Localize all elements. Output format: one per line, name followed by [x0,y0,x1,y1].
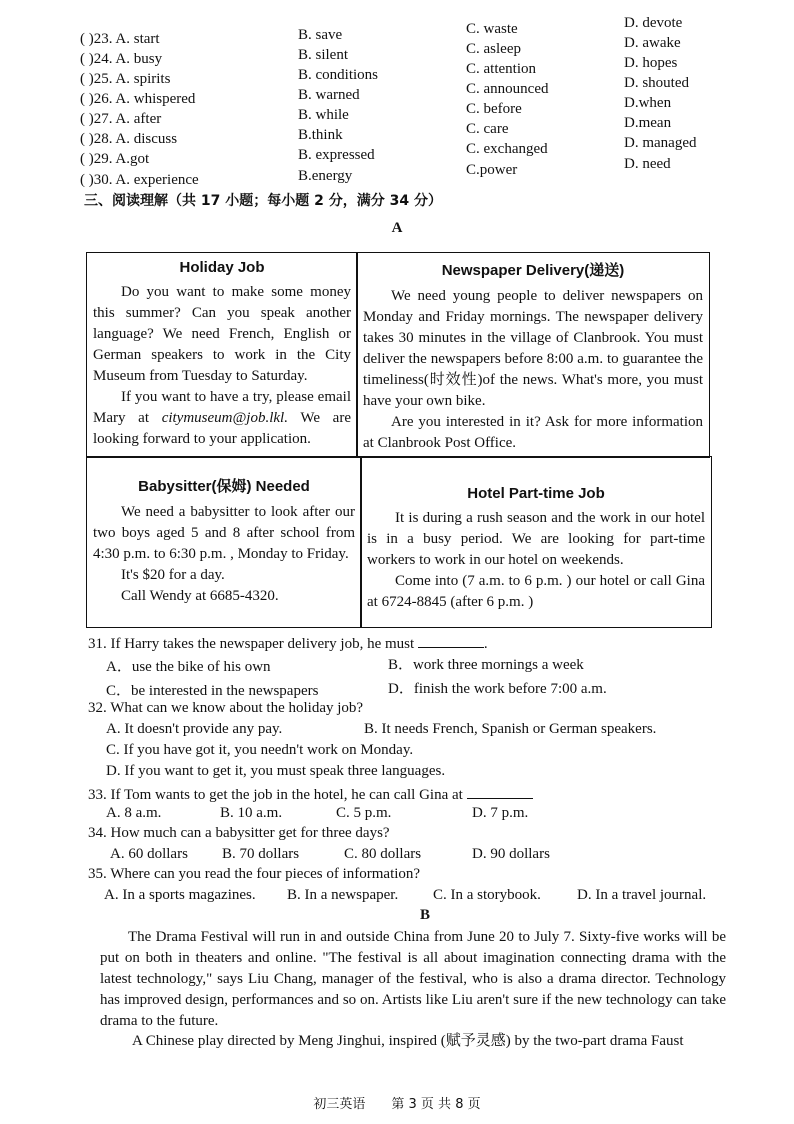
option: C．be interested in the newspapers [106,683,319,699]
option: B. In a newspaper. [287,887,399,903]
ad-babysitter [86,456,362,628]
option: A. 8 a.m. [106,805,162,821]
option-b: B.think [298,127,343,143]
option-d: D.when [624,95,672,111]
part-b-label: B [419,907,430,923]
option-b: B.energy [298,168,353,184]
option-b: B. warned [298,87,360,103]
option: B. 70 dollars [222,846,300,862]
ad-text: We need a babysitter to look after our two boys aged 5 and 8 after school from 4:30 p.m. to 6:30 p.m. , Monday to Friday. [93,504,355,562]
question-33: 33. If Tom wants to get the job in the hotel, he can call Gina at [88,784,533,804]
option-b: B. save [298,27,343,43]
section-title: 三、阅读理解（共 17 小题；每小题 2 分，满分 34 分） [84,193,442,209]
ad-text: It's $20 for a day. [121,567,225,583]
page-footer: 初三英语 第 3 页 共 8 页 [313,1097,481,1112]
ad-title: Hotel Part-time Job [467,485,605,502]
option-d: D. awake [624,35,681,51]
passage-b-paragraph: A Chinese play directed by Meng Jinghui, inspired (赋予灵感) by the two-part drama Faust [132,1033,684,1049]
question-number-option-a: ( )26. A. whispered [80,91,196,107]
option-c: C. care [466,121,509,137]
option-c: C. asleep [466,41,521,57]
email-address: citymuseum@job.lkl. [161,410,288,426]
option-b: B. expressed [298,147,375,163]
ad-title: Holiday Job [179,259,265,276]
option-d: D. devote [624,15,683,31]
question-32: 32. What can we know about the holiday job? [88,700,364,716]
option: A. It doesn't provide any pay. [106,721,283,737]
option: B. 10 a.m. [220,805,283,821]
question-number-option-a: ( )24. A. busy [80,51,163,67]
option-b: B. silent [298,47,349,63]
ad-text: Do you want to make some money this summer? Can you speak another language? We need French, English or German speakers to work in the City Museum from Tuesday to Saturday. [93,284,351,384]
option: A. In a sports magazines. [104,887,256,903]
question-number-option-a: ( )27. A. after [80,111,162,127]
option-d: D.mean [624,115,672,131]
option-d: D. managed [624,135,697,151]
option: A. 60 dollars [110,846,188,862]
ad-text: If you want to have a try, please email Mary at citymuseum@job.lkl. We are looking forward to your application. [93,389,351,447]
option-c: C. attention [466,61,536,77]
option: B. It needs French, Spanish or German speakers. [364,721,657,737]
part-a-label: A [391,220,403,236]
option: B．work three mornings a week [388,657,584,673]
option-d: D. hopes [624,55,678,71]
option: C. In a storybook. [433,887,541,903]
option: D. In a travel journal. [577,887,707,903]
ad-hotel-job [360,456,712,628]
option: C. 5 p.m. [336,805,392,821]
question-31: 31. If Harry takes the newspaper delivery job, he must . [88,633,488,653]
option: D. If you want to get it, you must speak three languages. [106,763,446,779]
ad-text: Come into (7 a.m. to 6 p.m. ) our hotel or call Gina at 6724-8845 (after 6 p.m. ) [367,573,705,610]
option-c: C. announced [466,81,549,97]
option: C. 80 dollars [344,846,422,862]
ad-holiday-job [86,252,358,458]
option-d: D. need [624,156,671,172]
option-c: C. exchanged [466,141,548,157]
ad-text: We need young people to deliver newspapers on Monday and Friday mornings. The newspaper delivery takes 30 minutes in the village of Clanbrook. You must deliver the newspapers before 8:00 a.m. to guarantee the timeliness(时效性)of the news. What's more, you must have your own bike. [363,288,703,409]
option: C. If you have got it, you needn't work on Monday. [106,742,414,758]
question-35: 35. Where can you read the four pieces of information? [88,866,421,882]
option-c: C.power [466,162,518,178]
ad-text: It is during a rush season and the work in our hotel is in a busy period. We are looking for part-time workers to work in our hotel on weekends. [367,510,705,568]
ad-title: Babysitter(保姆) Needed [138,478,310,495]
option-b: B. conditions [298,67,379,83]
ad-text: Are you interested in it? Ask for more information at Clanbrook Post Office. [363,414,703,451]
question-number-option-a: ( )23. A. start [80,31,160,47]
question-number-option-a: ( )29. A.got [80,151,150,167]
option-d: D. shouted [624,75,689,91]
question-34: 34. How much can a babysitter get for three days? [88,825,390,841]
option-b: B. while [298,107,349,123]
option: D．finish the work before 7:00 a.m. [388,681,607,697]
answer-blank [418,633,484,648]
question-number-option-a: ( )25. A. spirits [80,71,171,87]
option: A．use the bike of his own [106,659,271,675]
question-number-option-a: ( )30. A. experience [80,172,199,188]
ad-text: Call Wendy at 6685-4320. [121,588,279,604]
option: D. 7 p.m. [472,805,529,821]
option-c: C. before [466,101,522,117]
option: D. 90 dollars [472,846,550,862]
passage-b-paragraph: The Drama Festival will run in and outside China from June 20 to July 7. Sixty-five works will be put on both in theaters and online. "The festival is all about imagination connecting drama with the latest technology," says Liu Chang, manager of the festival, who is also a drama director. Technology has improved design, performances and so on. Artists like Liu aren't sure if the new technology can take drama to the future. [100,929,726,1029]
ad-newspaper-delivery [356,252,710,458]
ad-title: Newspaper Delivery(递送) [441,262,625,279]
answer-blank [467,784,533,799]
option-c: C. waste [466,21,518,37]
question-number-option-a: ( )28. A. discuss [80,131,178,147]
